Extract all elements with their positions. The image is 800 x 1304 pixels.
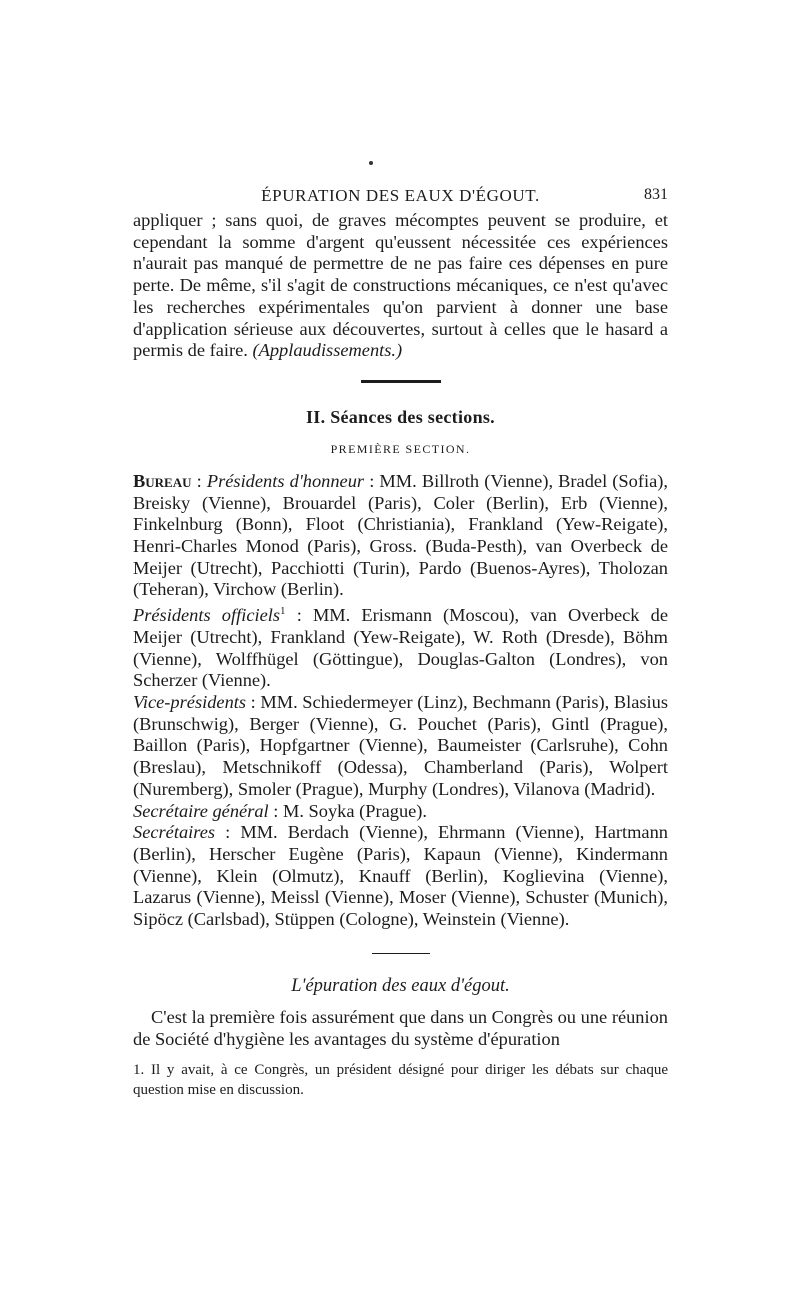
secretaire-general-text: : M. Soyka (Prague). [273,800,428,821]
article-title: L'épuration des eaux d'égout. [291,975,510,996]
bureau-secretaire-general [133,801,668,823]
applause-text: (Applaudissements.) [252,340,403,361]
article-divider [372,953,430,954]
intro-text: appliquer ; sans quoi, de graves mécomptes peuvent se produire, et cependant la somme d'argent qu'eussent nécessitée ces expériences n'aurait pas manqué de permettre de ne pas faire ces dépenses en pure perte. De même, s'il s'agit de constructions mécaniques, ce n'est qu'avec les recherches expérimentales qu'on parvient à donner une base d'application sérieuse aux découvertes, surtout à celles que le hasard a permis de faire. [133,210,668,361]
vice-presidents-label: Vice-présidents [133,692,247,713]
footnote: 1. Il y avait, à ce Congrès, un président désigné pour diriger les débats sur chaque question mise en discussion. [133,1062,668,1099]
footnote-spacer [133,1050,668,1060]
page [133,150,668,1100]
presidents-honneur-text: : MM. Billroth (Vienne), Bradel (Sofia), Breisky (Vienne), Brouardel (Paris), Coler (Berlin), Erb (Vienne), Finkelnburg (Bonn), Floot (Christiania), Frankland (Yew-Reigate), Henri-Charles Monod (Paris), Gross. (Buda-Pesth), van Overbeck de Meijer (Utrecht), Pacchiotti (Turin), Pardo (Buenos-Ayres), Tholozan (Teheran), Virchow (Berlin). [133,470,668,600]
secretaires-label: Secrétaires [133,822,216,843]
section-divider [361,380,441,383]
bureau-secretaires [133,822,668,931]
footnote-marker: 1 [280,605,286,618]
presidents-honneur-label: Présidents d'honneur [206,470,365,491]
bureau-vice-presidents [133,692,668,801]
presidents-officiels-label: Présidents officiels [133,605,281,626]
article-paragraph: C'est la première fois assurément que dans un Congrès ou une réunion de Société d'hygiène les avantages du système d'épuration [133,1006,668,1049]
vice-presidents-text: : MM. Schiedermeyer (Linz), Bechmann (Paris), Blasius (Brunschwig), Berger (Vienne), G. Pouchet (Paris), Gintl (Prague), Baillon (Paris), Hopfgartner (Vienne), Baumeister (Carlsruhe), Cohn (Breslau), Metschnikoff (Odessa), Chamberland (Paris), Wolpert (Nuremberg), Smoler (Prague), Murphy (Londres), Vilanova (Madrid). [133,692,669,799]
section-title: II. Séances des sections. [305,406,495,427]
bureau-label: Bureau [133,470,192,491]
intro-paragraph [133,210,668,362]
running-title: ÉPURATION DES EAUX D'ÉGOUT. [261,186,540,205]
bureau-presidents-officiels [133,601,668,692]
section-subtitle: PREMIÈRE SECTION. [330,441,471,456]
page-number: 831 [644,186,668,203]
secretaires-text: : MM. Berdach (Vienne), Ehrmann (Vienne), Hartmann (Berlin), Herscher Eugène (Paris), Kapaun (Vienne), Kindermann (Vienne), Klein (Olmutz), Knauff (Berlin), Koglievina (Vienne), Lazarus (Vienne), Meissl (Vienne), Moser (Vienne), Schuster (Munich), Sipöcz (Carlsbad), Stüppen (Cologne), Weinstein (Vienne). [133,822,668,930]
running-header [133,180,668,210]
presidents-officiels-text: : MM. Erismann (Moscou), van Overbeck de Meijer (Utrecht), Frankland (Yew-Reigate), W. Roth (Dresde), Böhm (Vienne), Wolffhügel (Göttingue), Douglas-Galton (Londres), von Scherzer (Vienne). [133,605,668,691]
bureau-presidents-honneur: Bureau : Présidents d'honneur : MM. Billroth (Vienne), Bradel (Sofia), Breisky (Vienne), Brouardel (Paris), Coler (Berlin), Erb (Vienne), Finkelnburg (Bonn), Floot (Christiania), Frankland (Yew-Reigate), Henri-Charles Monod (Paris), Gross. (Buda-Pesth), van Overbeck de Meijer (Utrecht), Pacchiotti (Turin), Pardo (Buenos-Ayres), Tholozan (Teheran), Virchow (Berlin). [133,470,668,600]
secretaire-general-label: Secrétaire général [133,800,269,821]
